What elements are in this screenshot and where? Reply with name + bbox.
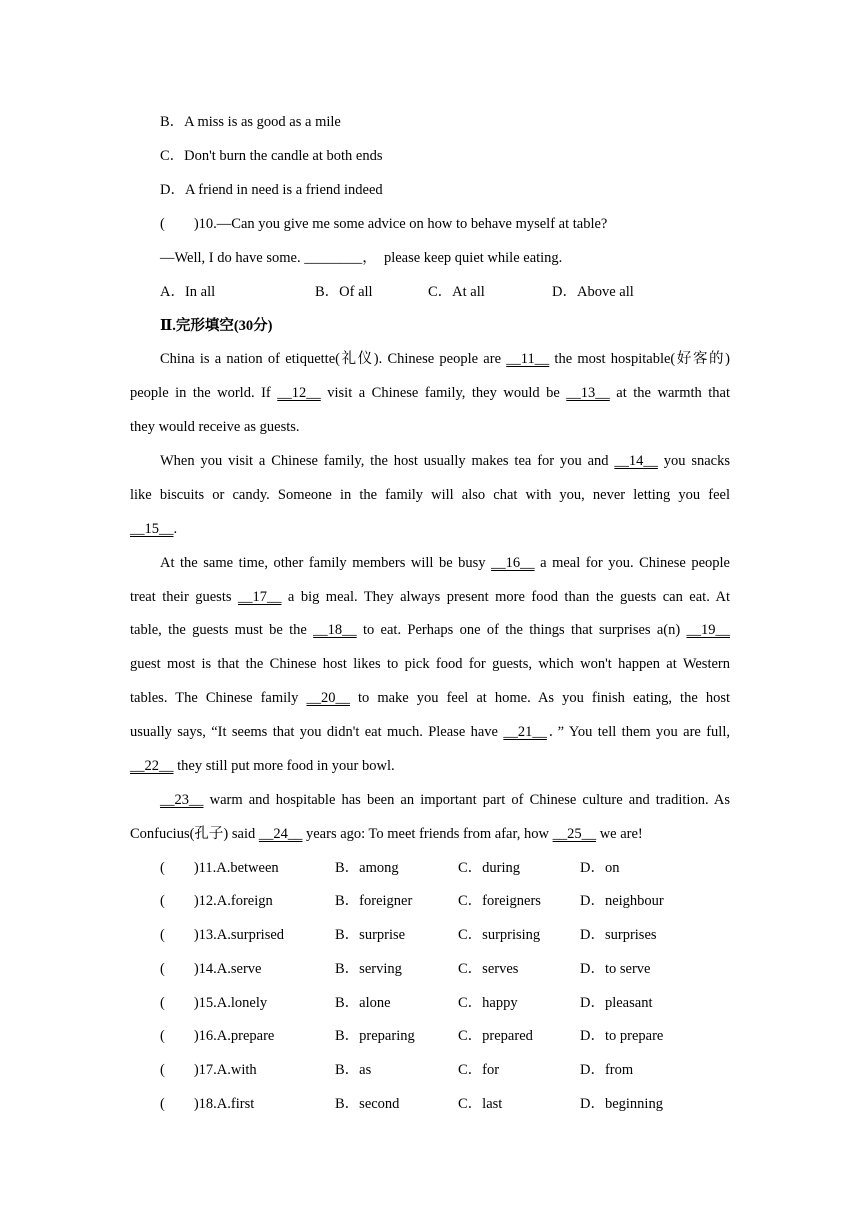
question-stem: ( )12.A.foreign [160, 893, 273, 909]
blank-17: __17__ [237, 589, 282, 605]
passage-line: Confucius(孔子) said __24__ years ago: To meet friends from afar, how __25__ we are! [130, 826, 643, 842]
question-stem: ( )17.A.with [160, 1062, 257, 1078]
option-d: D．to serve [580, 961, 651, 977]
option-b: B．second [335, 1096, 400, 1112]
option-c: C．happy [458, 995, 518, 1011]
option-d: D．neighbour [580, 893, 664, 909]
q10-option-d: D．Above all [552, 284, 634, 300]
q9-option-b: B．A miss is as good as a mile [160, 114, 341, 130]
question-stem: ( )16.A.prepare [160, 1028, 275, 1044]
passage-line: guest most is that the Chinese host likes to pick food for guests, which won't happen at Western [130, 656, 730, 672]
q10-option-b: B．Of all [315, 284, 373, 300]
q9-option-c: C．Don't burn the candle at both ends [160, 148, 383, 164]
passage-line: China is a nation of etiquette(礼仪). Chinese people are __11__ the most hospitable(好客的) [160, 351, 730, 367]
option-b: B．serving [335, 961, 402, 977]
question-stem: ( )18.A.first [160, 1096, 255, 1112]
passage-line: they would receive as guests. [130, 419, 300, 435]
q10-option-a: A．In all [160, 284, 216, 300]
section-title: Ⅱ.完形填空(30分) [160, 318, 273, 334]
option-c: C．surprising [458, 927, 541, 943]
q9-option-d: D．A friend in need is a friend indeed [160, 182, 383, 198]
blank-23: __23__ [160, 792, 204, 808]
option-d: D．beginning [580, 1096, 663, 1112]
passage-line: At the same time, other family members will be busy __16__ a meal for you. Chinese people [160, 555, 730, 571]
option-c: C．last [458, 1096, 503, 1112]
blank-22: __22__ [130, 758, 174, 774]
question-row [160, 952, 730, 986]
passage-line: table, the guests must be the __18__ to eat. Perhaps one of the things that surprises a(n) __19__ [130, 622, 730, 638]
option-b: B．foreigner [335, 893, 413, 909]
option-d: D．from [580, 1062, 634, 1078]
question-row [160, 918, 730, 952]
option-d: D．surprises [580, 927, 657, 943]
question-stem: ( )13.A.surprised [160, 927, 285, 943]
option-b: B．alone [335, 995, 391, 1011]
passage-line: __15__. [130, 521, 178, 537]
blank-21: __21__ [503, 724, 547, 740]
question-row [160, 884, 730, 918]
option-c: C．prepared [458, 1028, 533, 1044]
q10-options [160, 275, 730, 309]
question-row [160, 1019, 730, 1053]
blank-24: __24__ [258, 826, 303, 842]
question-stem: ( )11.A.between [160, 860, 279, 876]
blank-12: __12__ [277, 385, 321, 401]
option-c: C．serves [458, 961, 519, 977]
question-row [160, 1087, 730, 1121]
option-c: C．foreigners [458, 893, 541, 909]
q10-stem: ( )10.—Can you give me some advice on how to behave myself at table? [160, 216, 608, 232]
option-b: B．preparing [335, 1028, 415, 1044]
option-b: B．among [335, 860, 399, 876]
question-row [160, 1053, 730, 1087]
passage-line: treat their guests __17__ a big meal. They always present more food than the guests can eat. At [130, 589, 730, 605]
q10-reply: —Well, I do have some. ________， please keep quiet while eating. [160, 250, 563, 266]
option-c: C．for [458, 1062, 500, 1078]
passage-line: __22__ they still put more food in your bowl. [130, 758, 395, 774]
blank-11: __11__ [506, 351, 550, 367]
question-stem: ( )15.A.lonely [160, 995, 268, 1011]
blank-14: __14__ [614, 453, 658, 469]
q10-option-c: C．At all [428, 284, 485, 300]
passage-line: tables. The Chinese family __20__ to make you feel at home. As you finish eating, the host [130, 690, 730, 706]
option-d: D．to prepare [580, 1028, 664, 1044]
option-d: D．on [580, 860, 620, 876]
blank-20: __20__ [306, 690, 350, 706]
question-row [160, 986, 730, 1020]
passage-line: like biscuits or candy. Someone in the family will also chat with you, never letting you feel [130, 487, 730, 503]
option-c: C．during [458, 860, 521, 876]
option-b: B．as [335, 1062, 372, 1078]
option-d: D．pleasant [580, 995, 653, 1011]
passage-line: __23__ warm and hospitable has been an important part of Chinese culture and tradition. As [160, 792, 730, 808]
blank-18: __18__ [313, 622, 357, 638]
blank-25: __25__ [552, 826, 597, 842]
blank-19: __19__ [686, 622, 730, 638]
passage-line: When you visit a Chinese family, the host usually makes tea for you and __14__ you snacks [160, 453, 730, 469]
blank-15: __15__ [130, 521, 174, 537]
passage-line: people in the world. If __12__ visit a Chinese family, they would be __13__ at the warmth that [130, 385, 731, 401]
question-row [160, 851, 730, 885]
option-b: B．surprise [335, 927, 406, 943]
passage-line: usually says, “It seems that you didn't eat much. Please have __21__．” You tell them you are full, [130, 724, 730, 740]
question-stem: ( )14.A.serve [160, 961, 262, 977]
blank-13: __13__ [566, 385, 610, 401]
blank-16: __16__ [491, 555, 535, 571]
